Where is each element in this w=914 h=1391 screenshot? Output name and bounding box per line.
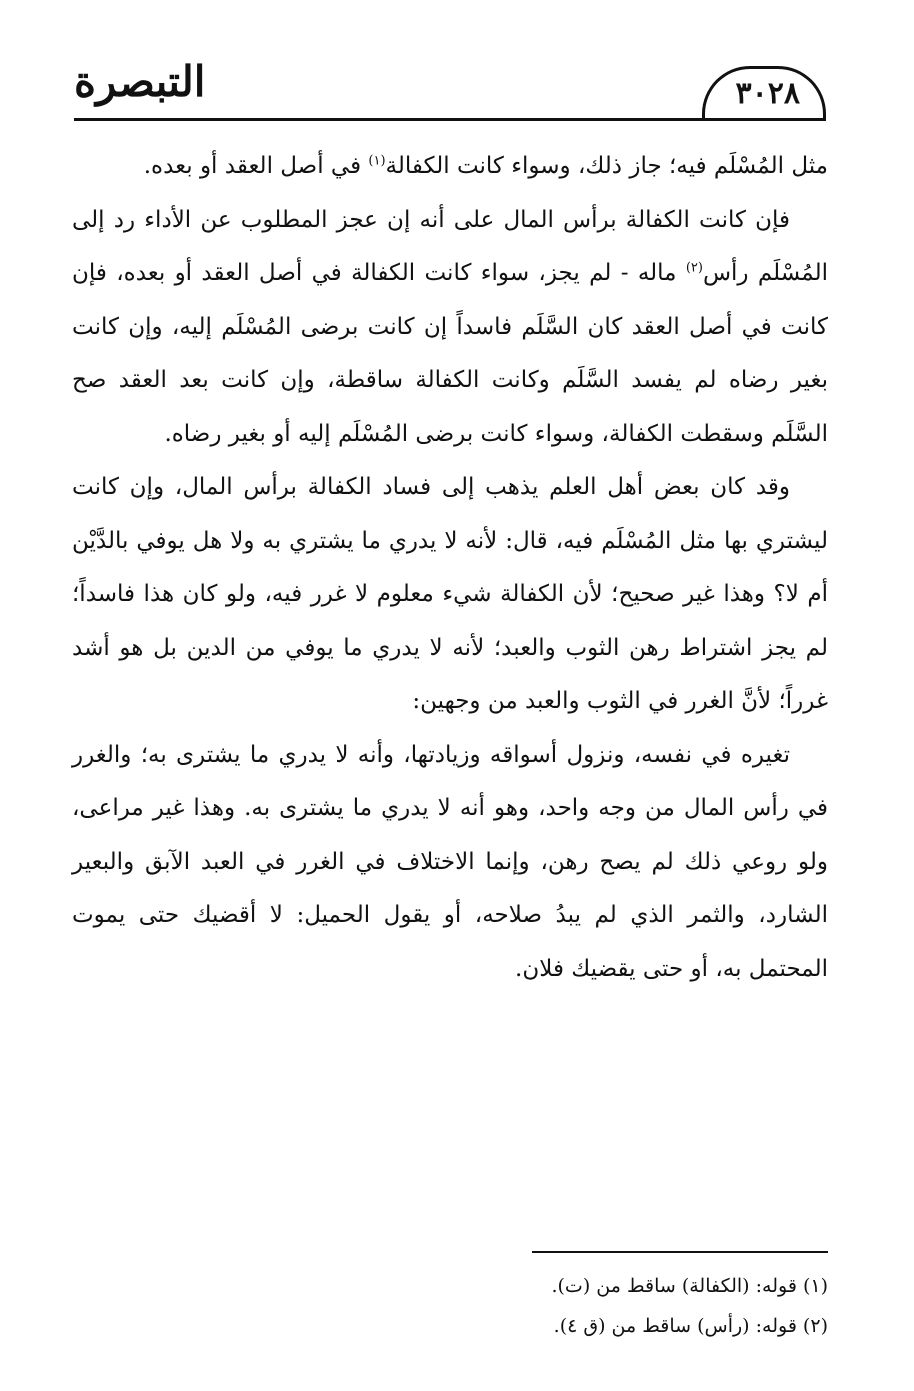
footnotes (328, 1266, 828, 1346)
main-text (72, 140, 828, 996)
paragraph-1 (72, 140, 828, 194)
footnote-reference: (١) (368, 153, 386, 169)
header-divider (74, 118, 826, 121)
paragraph-3: وقد كان بعض أهل العلم يذهب إلى فساد الكفالة برأس المال، وإن كانت ليشتري بها مثل المُسْلَم فيه، قال: لأنه لا يدري ما يشتري به ولا هل يوفي بالدَّيْن أم لا؟ وهذا غير صحيح؛ لأن الكفالة شيء معلوم لا غرر فيه، ولو كان هذا فاسداً؛ لم يجز اشتراط رهن الثوب والعبد؛ لأنه لا يدري ما يوفي من الدين بل هو أشد غرراً؛ لأنَّ الغرر في الثوب والعبد من وجهين: (72, 474, 828, 714)
page-number: ٣٠٢٨ (735, 76, 800, 111)
page-header (74, 52, 826, 126)
footnote-1: (١) قوله: (الكفالة) ساقط من (ت). (551, 1275, 828, 1297)
paragraph-text: فإن كانت الكفالة برأس المال على أنه إن عجز المطلوب عن الأداء رد إلى المُسْلَم رأس (72, 206, 828, 286)
footnote-2: (٢) قوله: (رأس) ساقط من (ق ٤). (553, 1315, 828, 1337)
paragraph-text: في أصل العقد أو بعده. (143, 153, 369, 179)
paragraph-4: تغيره في نفسه، ونزول أسواقه وزيادتها، وأنه لا يدري ما يشترى به؛ والغرر في رأس المال من وجه واحد، وهو أنه لا يدري ما يشترى به. وهذا غير مراعى، ولو روعي ذلك لم يصح رهن، وإنما الاختلاف في الغرر في العبد الآبق والبعير الشارد، والثمر الذي لم يبدُ صلاحه، أو يقول الحميل: لا أقضيك حتى يموت المحتمل به، أو حتى يقضيك فلان. (72, 741, 828, 982)
paragraph-text: مثل المُسْلَم فيه؛ جاز ذلك، وسواء كانت الكفالة (385, 153, 828, 179)
paragraph-text: ماله - لم يجز، سواء كانت الكفالة في أصل العقد أو بعده، فإن كانت في أصل العقد كان السَّلَم فاسداً إن كانت برضى المُسْلَم إليه، وإن كانت بغير رضاه لم يفسد السَّلَم وكانت الكفالة ساقطة، وإن كانت بعد العقد صح السَّلَم وسقطت الكفالة، وسواء كانت برضى المُسْلَم إليه أو بغير رضاه. (72, 260, 828, 447)
book-title: التبصرة (74, 57, 206, 106)
footnote-divider (532, 1251, 828, 1253)
paragraph-2 (72, 194, 828, 462)
footnote-reference: (٢) (685, 260, 703, 276)
